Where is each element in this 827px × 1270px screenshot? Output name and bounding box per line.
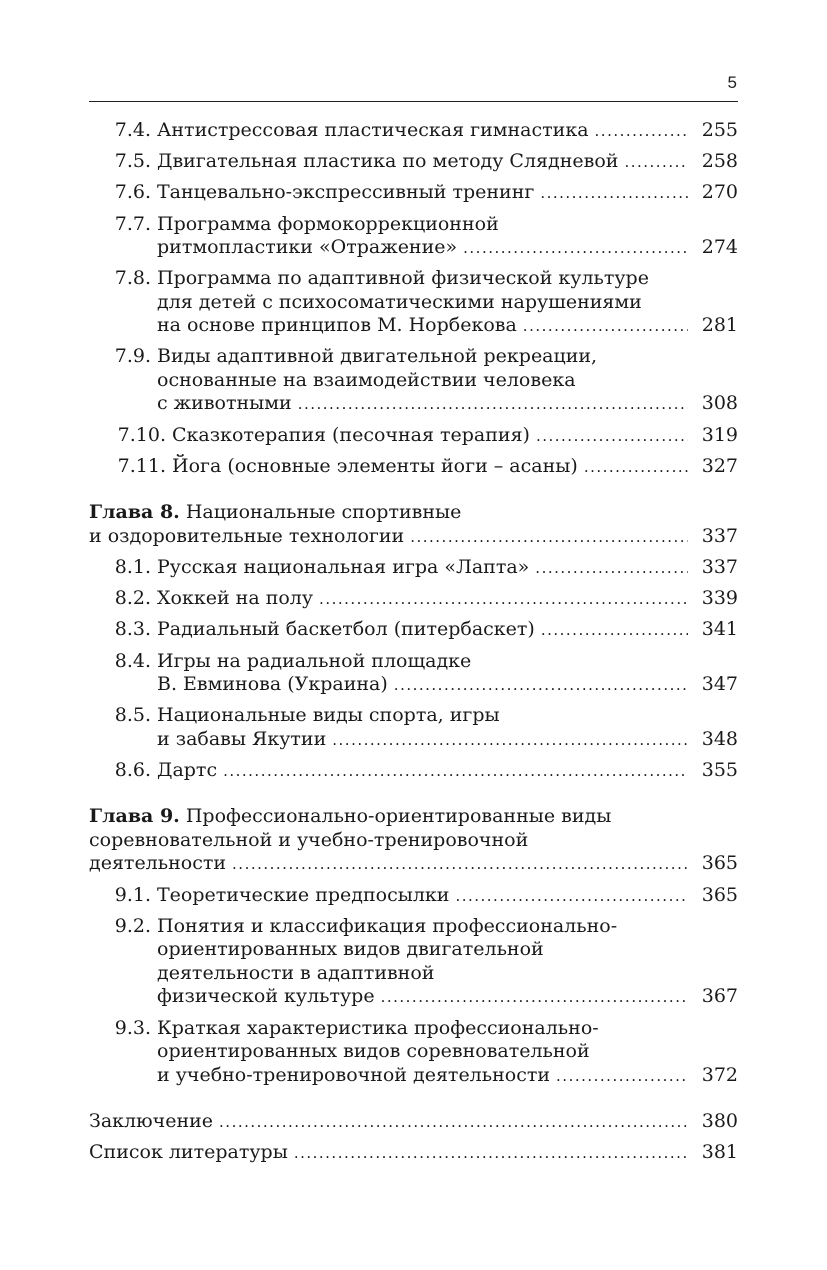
toc-page-number: 348 [701,727,738,750]
dot-leader [219,1111,688,1135]
toc-entry[interactable] [89,759,738,784]
toc-page-number: 380 [701,1110,738,1132]
dot-leader [595,120,688,144]
toc-entry-title-text: соревновательной и учебно-тренировочной [89,828,529,851]
toc-entry-title-text: и учебно-тренировочной деятельности [157,1063,551,1086]
toc-entry[interactable] [89,556,738,581]
toc-page-number: 341 [701,618,738,641]
toc-page-number: 347 [701,673,738,696]
toc-page-number: 281 [701,314,738,337]
toc-entry-title-line [157,915,738,939]
toc-entry-number: 7.5. [114,150,151,173]
toc-entry-last-line [157,759,738,784]
toc-entry-title-text: Радиальный баскетбол (питербаскет) [157,618,535,641]
toc-entry-last-line [157,181,738,206]
toc-entry-last-line [157,1064,738,1089]
toc-entry-number: 8.4. [114,649,151,672]
toc-entry-number: 7.7. [114,212,151,235]
toc-entry[interactable] [89,1017,738,1089]
toc-entry[interactable] [89,181,738,206]
toc-page-number: 274 [701,236,738,259]
toc-entry-title-line [157,962,738,986]
toc-page-number: 381 [701,1140,738,1163]
toc-entry-title-text: Русская национальная игра «Лапта» [157,556,530,578]
toc-entry-title-text: Краткая характеристика профессионально- [157,1016,599,1039]
toc-entry-last-line [157,314,738,339]
toc-entry-number: 7.8. [114,267,151,290]
toc-entry-last-line [172,424,738,449]
toc-entry-title-line [157,291,738,315]
toc-entry-number: 9.2. [114,914,151,937]
toc-entry-title-line [89,805,738,829]
toc-entry-title-text: Теоретические предпосылки [157,883,450,906]
toc-entry-number: 8.2. [114,587,151,610]
toc-entry-title-text: Антистрессовая пластическая гимнастика [157,119,589,141]
toc-entry-title-text: Список литературы [89,1140,288,1163]
toc-entry[interactable] [89,587,738,612]
toc-entry[interactable] [89,150,738,175]
toc-entry-title-text: Программа по адаптивной физической культуре [157,267,649,290]
toc-entry-title-text: и оздоровительные технологии [89,524,405,547]
dot-leader [319,588,688,612]
toc-entry[interactable] [89,267,738,339]
dot-leader [223,760,688,784]
toc-chapter-entry[interactable] [89,805,738,877]
chapter-label: Глава 8. [89,501,180,524]
toc-entry-title-text: деятельности [89,852,227,875]
dot-leader [541,619,688,643]
toc-page-number: 258 [701,150,738,173]
toc-entry-title-text: Программа формокоррекционной [157,212,499,235]
dot-leader [455,885,688,909]
toc-entry-last-line [157,985,738,1010]
toc-entry-number: 7.9. [114,345,151,368]
toc-entry-last-line [89,1141,738,1166]
toc-entry-last-line [157,236,738,261]
toc-entry-number: 8.5. [114,704,151,727]
toc-page-number: 327 [701,454,738,477]
toc-entry[interactable] [89,650,738,698]
toc-entry-title-line [157,1040,738,1064]
toc-entry-last-line [89,1110,738,1135]
toc-page-number: 337 [701,524,738,547]
table-of-contents [89,119,738,1171]
toc-entry[interactable] [89,915,738,1010]
toc-page-number: 365 [701,883,738,906]
toc-entry-title-line [157,369,738,393]
toc-entry-title-text: Виды адаптивной двигательной рекреации, [157,345,598,368]
toc-entry-title-text: деятельности в адаптивной [157,961,435,984]
toc-entry-last-line [172,455,738,480]
toc-entry-title-text: Игры на радиальной площадке [157,649,472,672]
toc-entry-title-text: ориентированных видов двигательной [157,938,544,961]
toc-entry[interactable] [89,213,738,261]
dot-leader [332,729,688,753]
toc-chapter-entry[interactable] [89,501,738,549]
toc-entry-last-line [157,150,738,175]
toc-entry-title-line [157,1017,738,1041]
dot-leader [624,151,688,175]
toc-entry-last-line [89,852,738,877]
toc-entry[interactable] [89,704,738,752]
page-number: 5 [727,73,737,92]
toc-entry-title-text: Танцевально-экспрессивный тренинг [157,181,535,204]
toc-entry-title-text: Йога (основные элементы йоги – асаны) [172,454,578,477]
dot-leader [556,1065,688,1089]
toc-entry-title-text: Дартс [157,758,218,781]
toc-page-number: 319 [701,423,738,446]
toc-entry-number: 7.4. [114,119,151,141]
toc-entry-title-text: ритмопластики «Отражение» [157,236,458,259]
toc-entry-title-text: Заключение [89,1110,214,1132]
toc-backmatter-entry[interactable] [89,1110,738,1135]
toc-entry-number: 7.10. [117,423,166,446]
dot-leader [463,237,688,261]
toc-entry-title-text: для детей с психосоматическими нарушениями [157,290,642,313]
dot-leader [294,1142,688,1166]
toc-entry-title-text: Двигательная пластика по методу Слядневой [157,150,619,173]
toc-page-number: 337 [701,556,738,578]
toc-entry-number: 9.3. [114,1016,151,1039]
toc-entry[interactable] [89,455,738,480]
toc-page-number: 372 [701,1063,738,1086]
toc-entry-title-text: Сказкотерапия (песочная терапия) [172,423,530,446]
toc-entry-last-line [157,618,738,643]
dot-leader [410,526,688,550]
toc-entry-number: 7.6. [114,181,151,204]
dot-leader [523,315,688,339]
toc-entry[interactable] [89,345,738,417]
toc-entry-title-text: ориентированных видов соревновательной [157,1040,590,1062]
toc-entry[interactable] [89,424,738,449]
toc-entry-title-text: Профессионально-ориентированные виды [185,805,612,828]
toc-entry[interactable] [89,618,738,643]
toc-backmatter-entry[interactable] [89,1141,738,1166]
toc-entry-number: 9.1. [114,883,151,906]
header-rule [89,101,738,102]
toc-entry-title-line [157,267,738,291]
toc-page-number: 255 [701,119,738,141]
toc-entry-title-text: Хоккей на полу [157,587,314,610]
chapter-label: Глава 9. [89,805,180,828]
toc-entry-title-line [157,650,738,674]
toc-entry-title-line [157,704,738,728]
toc-page-number: 270 [701,181,738,204]
toc-entry-title-text: Национальные виды спорта, игры [157,704,500,727]
toc-entry-title-text: В. Евминова (Украина) [157,673,388,696]
toc-entry[interactable] [89,119,738,144]
dot-leader [381,986,688,1010]
toc-entry-title-text: с животными [157,392,292,415]
toc-entry-number: 8.6. [114,758,151,781]
toc-entry-number: 8.1. [114,556,151,578]
dot-leader [540,182,688,206]
toc-entry-title-text: и забавы Якутии [157,727,327,750]
toc-entry-last-line [157,119,738,144]
toc-entry-number: 7.11. [117,454,166,477]
toc-entry-title-line [157,213,738,237]
toc-entry-title-line [89,501,738,525]
toc-entry-last-line [89,525,738,550]
dot-leader [536,425,688,449]
dot-leader [232,853,688,877]
toc-entry-last-line [157,587,738,612]
toc-page-number: 367 [701,985,738,1008]
toc-page-number: 339 [701,587,738,610]
dot-leader [298,393,688,417]
toc-entry-last-line [157,728,738,753]
toc-entry[interactable] [89,884,738,909]
toc-entry-title-text: на основе принципов М. Норбекова [157,314,517,337]
toc-entry-title-text: Национальные спортивные [185,501,462,524]
toc-entry-number: 8.3. [114,618,151,641]
toc-entry-title-line [157,938,738,962]
toc-entry-title-line [157,345,738,369]
toc-entry-last-line [157,392,738,417]
dot-leader [584,456,688,480]
toc-entry-title-text: основанные на взаимодействии человека [157,368,576,391]
toc-entry-last-line [157,556,738,581]
toc-entry-last-line [157,673,738,698]
toc-entry-last-line [157,884,738,909]
toc-entry-title-text: Понятия и классификация профессионально- [157,914,618,937]
toc-page-number: 308 [701,392,738,415]
toc-page-number: 365 [701,852,738,875]
toc-page-number: 355 [701,758,738,781]
dot-leader [394,674,688,698]
toc-entry-title-text: физической культуре [157,985,375,1008]
dot-leader [535,557,688,581]
toc-entry-title-line [89,829,738,853]
